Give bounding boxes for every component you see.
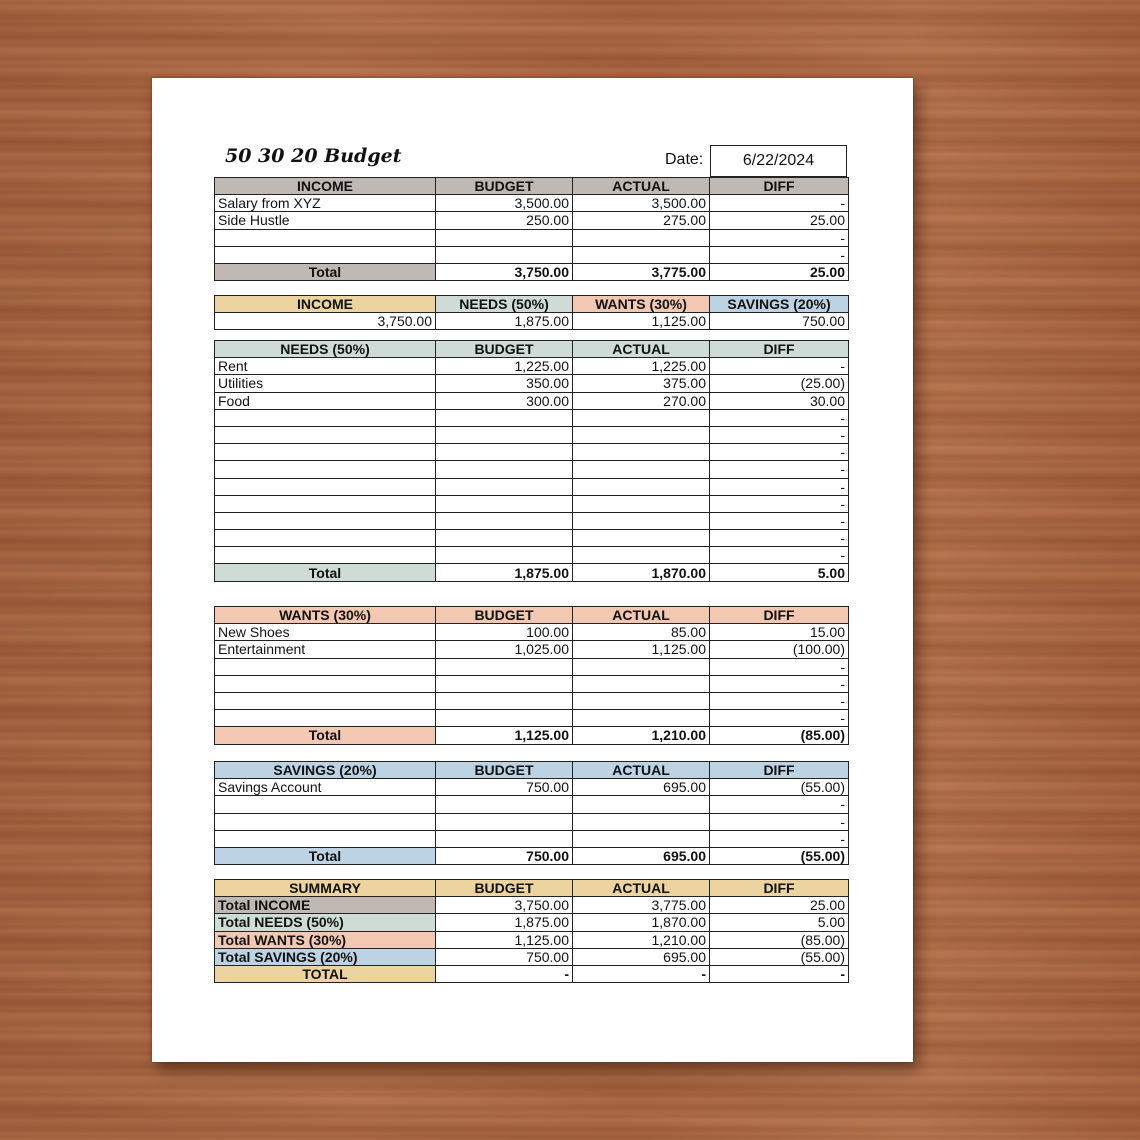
needs-header-row [215, 341, 849, 358]
allocation-value: 1,875.00 [436, 313, 573, 330]
value-cell[interactable]: - [710, 710, 849, 727]
allocation-values-row [215, 313, 849, 330]
column-header: ACTUAL [573, 880, 710, 897]
value-cell[interactable] [436, 229, 573, 246]
row-label[interactable]: Total NEEDS (50%) [215, 914, 436, 931]
value-cell[interactable]: 350.00 [436, 375, 573, 392]
row-label[interactable] [215, 246, 436, 263]
row-label[interactable]: Rent [215, 358, 436, 375]
value-cell[interactable] [436, 512, 573, 529]
value-cell[interactable]: 695.00 [573, 948, 710, 965]
total-value: (55.00) [710, 847, 849, 864]
table-row [215, 195, 849, 212]
value-cell[interactable]: 1,210.00 [573, 931, 710, 948]
value-cell[interactable] [573, 530, 710, 547]
table-row [215, 392, 849, 409]
row-label[interactable] [215, 478, 436, 495]
needs-table [214, 340, 849, 582]
value-cell[interactable] [573, 813, 710, 830]
value-cell[interactable] [436, 710, 573, 727]
row-label[interactable]: Total WANTS (30%) [215, 931, 436, 948]
value-cell[interactable] [436, 409, 573, 426]
table-row [215, 796, 849, 813]
column-header: BUDGET [436, 341, 573, 358]
table-row [215, 692, 849, 709]
date-field[interactable]: 6/22/2024 [710, 145, 847, 177]
value-cell[interactable] [436, 478, 573, 495]
row-label[interactable] [215, 461, 436, 478]
table-row [215, 358, 849, 375]
total-value: 750.00 [436, 847, 573, 864]
value-cell[interactable]: 5.00 [710, 914, 849, 931]
value-cell[interactable] [436, 796, 573, 813]
value-cell[interactable]: - [710, 813, 849, 830]
value-cell[interactable] [573, 675, 710, 692]
table-row [215, 779, 849, 796]
value-cell[interactable] [573, 692, 710, 709]
row-label[interactable] [215, 512, 436, 529]
table-row [215, 813, 849, 830]
row-label[interactable]: Total INCOME [215, 897, 436, 914]
row-label[interactable]: Savings Account [215, 779, 436, 796]
value-cell[interactable]: 300.00 [436, 392, 573, 409]
column-header: INCOME [215, 296, 436, 313]
value-cell[interactable] [436, 675, 573, 692]
value-cell[interactable] [436, 692, 573, 709]
column-header: DIFF [710, 762, 849, 779]
total-value: 3,750.00 [436, 263, 573, 280]
row-label[interactable] [215, 813, 436, 830]
total-value: 1,875.00 [436, 564, 573, 581]
needs-total-row [215, 564, 849, 581]
value-cell[interactable] [436, 426, 573, 443]
allocation-header-row [215, 296, 849, 313]
value-cell[interactable]: - [710, 512, 849, 529]
table-row [215, 948, 849, 965]
value-cell[interactable]: - [710, 530, 849, 547]
value-cell[interactable] [573, 478, 710, 495]
column-header: SAVINGS (20%) [710, 296, 849, 313]
column-header: ACTUAL [573, 178, 710, 195]
value-cell[interactable] [436, 530, 573, 547]
table-row [215, 658, 849, 675]
value-cell[interactable]: 1,225.00 [573, 358, 710, 375]
value-cell[interactable]: (55.00) [710, 948, 849, 965]
value-cell[interactable] [436, 830, 573, 847]
wants-table [214, 606, 849, 745]
value-cell[interactable]: 750.00 [436, 948, 573, 965]
column-header: DIFF [710, 880, 849, 897]
value-cell[interactable]: 250.00 [436, 212, 573, 229]
value-cell[interactable]: (100.00) [710, 641, 849, 658]
value-cell[interactable]: - [710, 692, 849, 709]
total-value: - [710, 965, 849, 982]
row-label[interactable] [215, 495, 436, 512]
table-row [215, 512, 849, 529]
value-cell[interactable]: 3,775.00 [573, 897, 710, 914]
table-row [215, 495, 849, 512]
value-cell[interactable] [573, 246, 710, 263]
summary-header-row [215, 880, 849, 897]
total-label: Total [215, 727, 436, 744]
value-cell[interactable]: - [710, 444, 849, 461]
column-header: WANTS (30%) [573, 296, 710, 313]
row-label[interactable]: New Shoes [215, 624, 436, 641]
row-label[interactable]: Total SAVINGS (20%) [215, 948, 436, 965]
value-cell[interactable]: (85.00) [710, 931, 849, 948]
table-row [215, 530, 849, 547]
value-cell[interactable]: 270.00 [573, 392, 710, 409]
value-cell[interactable]: 1,125.00 [436, 931, 573, 948]
value-cell[interactable]: 3,500.00 [573, 195, 710, 212]
value-cell[interactable]: - [710, 658, 849, 675]
column-header: ACTUAL [573, 762, 710, 779]
row-label[interactable]: Side Hustle [215, 212, 436, 229]
income-total-row [215, 263, 849, 280]
allocation-table [214, 295, 849, 330]
table-row [215, 212, 849, 229]
row-label[interactable] [215, 530, 436, 547]
income-header-row [215, 178, 849, 195]
table-row [215, 375, 849, 392]
value-cell[interactable]: - [710, 358, 849, 375]
column-header: BUDGET [436, 762, 573, 779]
column-header: ACTUAL [573, 607, 710, 624]
value-cell[interactable]: 25.00 [710, 212, 849, 229]
value-cell[interactable]: 100.00 [436, 624, 573, 641]
value-cell[interactable]: - [710, 195, 849, 212]
table-row [215, 426, 849, 443]
table-row [215, 641, 849, 658]
column-header: BUDGET [436, 178, 573, 195]
row-label[interactable] [215, 409, 436, 426]
column-header: INCOME [215, 178, 436, 195]
value-cell[interactable]: 1,870.00 [573, 914, 710, 931]
value-cell[interactable] [573, 229, 710, 246]
total-value: 1,125.00 [436, 727, 573, 744]
row-label[interactable] [215, 692, 436, 709]
total-value: (85.00) [710, 727, 849, 744]
column-header: NEEDS (50%) [215, 341, 436, 358]
row-label[interactable] [215, 796, 436, 813]
date-label: Date: [665, 151, 704, 168]
value-cell[interactable]: 3,750.00 [436, 897, 573, 914]
value-cell[interactable]: - [710, 675, 849, 692]
table-row [215, 478, 849, 495]
savings-table [214, 761, 849, 865]
value-cell[interactable]: 375.00 [573, 375, 710, 392]
value-cell[interactable]: 3,500.00 [436, 195, 573, 212]
row-label[interactable]: Entertainment [215, 641, 436, 658]
value-cell[interactable]: - [710, 796, 849, 813]
sheet-title: 50 30 20 Budget [225, 145, 402, 167]
value-cell[interactable] [436, 813, 573, 830]
value-cell[interactable]: - [710, 495, 849, 512]
value-cell[interactable] [436, 495, 573, 512]
row-label[interactable] [215, 547, 436, 564]
value-cell[interactable]: 25.00 [710, 897, 849, 914]
column-header: WANTS (30%) [215, 607, 436, 624]
column-header: DIFF [710, 607, 849, 624]
total-value: 25.00 [710, 263, 849, 280]
summary-total-row [215, 965, 849, 982]
total-value: 1,210.00 [573, 727, 710, 744]
total-value: - [573, 965, 710, 982]
row-label[interactable] [215, 658, 436, 675]
value-cell[interactable]: - [710, 229, 849, 246]
value-cell[interactable] [573, 830, 710, 847]
row-label[interactable]: Salary from XYZ [215, 195, 436, 212]
allocation-value: 3,750.00 [215, 313, 436, 330]
total-value: 1,870.00 [573, 564, 710, 581]
row-label[interactable] [215, 229, 436, 246]
column-header: SUMMARY [215, 880, 436, 897]
table-row [215, 624, 849, 641]
row-label[interactable] [215, 426, 436, 443]
value-cell[interactable] [436, 658, 573, 675]
income-table [214, 177, 849, 281]
value-cell[interactable]: 1,225.00 [436, 358, 573, 375]
savings-header-row [215, 762, 849, 779]
value-cell[interactable] [573, 710, 710, 727]
value-cell[interactable]: (25.00) [710, 375, 849, 392]
row-label[interactable]: Utilities [215, 375, 436, 392]
total-label: Total [215, 263, 436, 280]
value-cell[interactable] [573, 547, 710, 564]
column-header: BUDGET [436, 880, 573, 897]
table-row [215, 931, 849, 948]
table-row [215, 461, 849, 478]
row-label[interactable]: Food [215, 392, 436, 409]
value-cell[interactable]: - [710, 426, 849, 443]
allocation-value: 750.00 [710, 313, 849, 330]
value-cell[interactable]: 15.00 [710, 624, 849, 641]
total-value: - [436, 965, 573, 982]
column-header: ACTUAL [573, 341, 710, 358]
table-row [215, 830, 849, 847]
value-cell[interactable] [573, 495, 710, 512]
value-cell[interactable]: 695.00 [573, 779, 710, 796]
column-header: DIFF [710, 341, 849, 358]
total-value: 695.00 [573, 847, 710, 864]
value-cell[interactable] [573, 426, 710, 443]
row-label[interactable] [215, 675, 436, 692]
value-cell[interactable]: - [710, 478, 849, 495]
total-value: 3,775.00 [573, 263, 710, 280]
table-row [215, 675, 849, 692]
table-row [215, 547, 849, 564]
value-cell[interactable]: - [710, 547, 849, 564]
value-cell[interactable] [436, 547, 573, 564]
table-row [215, 409, 849, 426]
table-row [215, 897, 849, 914]
total-label: Total [215, 847, 436, 864]
value-cell[interactable] [573, 658, 710, 675]
column-header: DIFF [710, 178, 849, 195]
column-header: BUDGET [436, 607, 573, 624]
value-cell[interactable]: 30.00 [710, 392, 849, 409]
value-cell[interactable] [436, 246, 573, 263]
table-row [215, 229, 849, 246]
value-cell[interactable]: - [710, 830, 849, 847]
value-cell[interactable]: - [710, 461, 849, 478]
value-cell[interactable] [573, 796, 710, 813]
value-cell[interactable] [573, 461, 710, 478]
value-cell[interactable]: 1,875.00 [436, 914, 573, 931]
total-label: TOTAL [215, 965, 436, 982]
allocation-value: 1,125.00 [573, 313, 710, 330]
column-header: SAVINGS (20%) [215, 762, 436, 779]
table-row [215, 914, 849, 931]
row-label[interactable] [215, 444, 436, 461]
value-cell[interactable] [573, 444, 710, 461]
value-cell[interactable]: 1,125.00 [573, 641, 710, 658]
total-value: 5.00 [710, 564, 849, 581]
savings-total-row [215, 847, 849, 864]
value-cell[interactable]: - [710, 246, 849, 263]
value-cell[interactable]: 1,025.00 [436, 641, 573, 658]
value-cell[interactable]: - [710, 409, 849, 426]
value-cell[interactable] [573, 512, 710, 529]
summary-table [214, 879, 849, 983]
value-cell[interactable]: 85.00 [573, 624, 710, 641]
value-cell[interactable] [436, 461, 573, 478]
wants-total-row [215, 727, 849, 744]
value-cell[interactable] [573, 409, 710, 426]
table-row [215, 710, 849, 727]
value-cell[interactable] [436, 444, 573, 461]
value-cell[interactable]: 750.00 [436, 779, 573, 796]
total-label: Total [215, 564, 436, 581]
column-header: NEEDS (50%) [436, 296, 573, 313]
row-label[interactable] [215, 710, 436, 727]
wants-header-row [215, 607, 849, 624]
value-cell[interactable]: 275.00 [573, 212, 710, 229]
row-label[interactable] [215, 830, 436, 847]
value-cell[interactable]: (55.00) [710, 779, 849, 796]
table-row [215, 444, 849, 461]
table-row [215, 246, 849, 263]
